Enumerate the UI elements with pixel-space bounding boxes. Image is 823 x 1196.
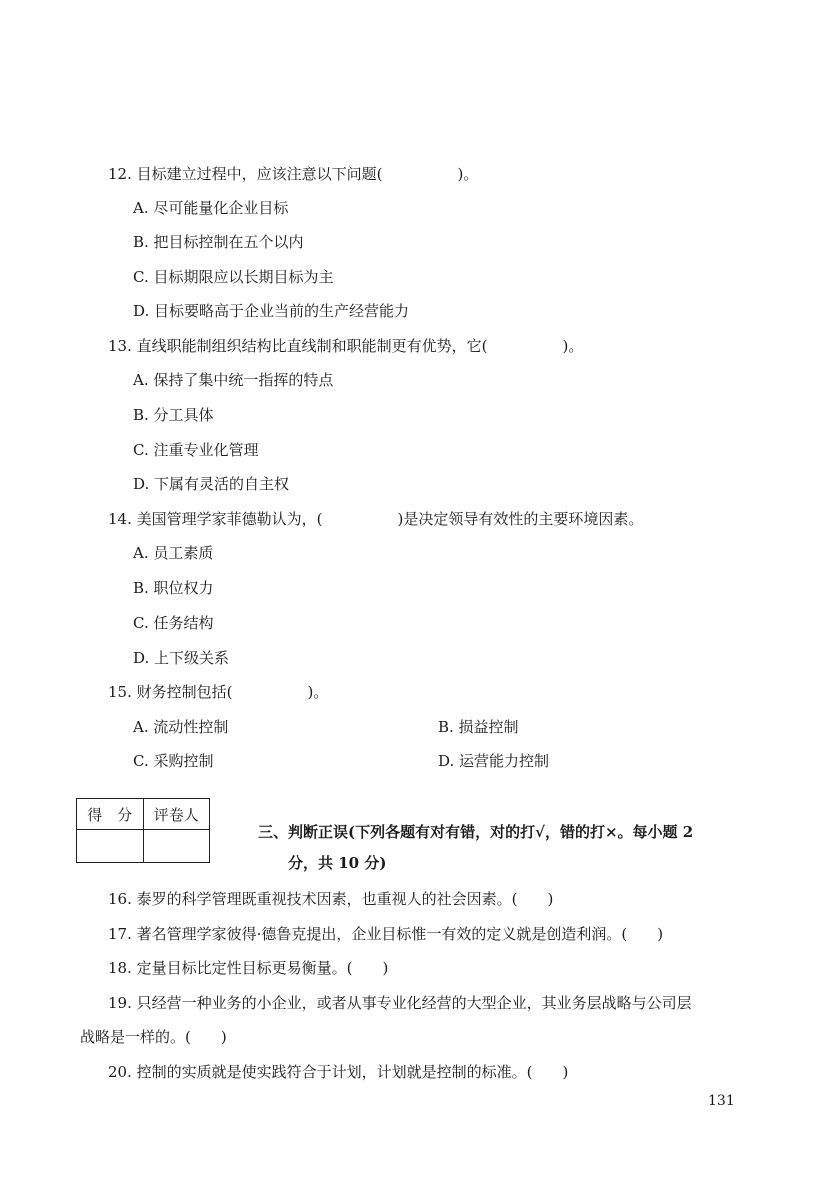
- score-label: 得 分: [77, 799, 144, 830]
- judgment-20: 20. 控制的实质就是使实践符合于计划，计划就是控制的标准。( ): [108, 1063, 569, 1081]
- score-cell: [77, 830, 144, 863]
- question-15-stem: 15. 财务控制包括( )。: [108, 683, 329, 701]
- judgment-19-line1: 19. 只经营一种业务的小企业，或者从事专业化经营的大型企业，其业务层战略与公司层: [108, 994, 692, 1012]
- question-12-option-b: B. 把目标控制在五个以内: [133, 233, 304, 251]
- section3-heading-line1: 三、判断正误(下列各题有对有错，对的打√，错的打×。每小题 2: [258, 823, 694, 841]
- question-14-option-d: D. 上下级关系: [133, 649, 230, 667]
- section3-heading-line2: 分，共 10 分): [288, 854, 387, 872]
- question-12-option-d: D. 目标要略高于企业当前的生产经营能力: [133, 302, 410, 320]
- score-box: [76, 798, 210, 863]
- grader-cell: [143, 830, 210, 863]
- question-13-option-c: C. 注重专业化管理: [133, 441, 259, 459]
- question-12-option-c: C. 目标期限应以长期目标为主: [133, 268, 334, 286]
- question-12-option-a: A. 尽可能量化企业目标: [133, 199, 289, 217]
- question-12-stem: 12. 目标建立过程中，应该注意以下问题( )。: [108, 165, 479, 183]
- question-15-option-a: A. 流动性控制: [133, 718, 229, 736]
- judgment-19-line2: 战略是一样的。( ): [80, 1028, 227, 1046]
- judgment-17: 17. 著名管理学家彼得·德鲁克提出，企业目标惟一有效的定义就是创造利润。( ): [108, 925, 664, 943]
- grader-label: 评卷人: [143, 799, 210, 830]
- question-13-option-a: A. 保持了集中统一指挥的特点: [133, 371, 334, 389]
- question-13-stem: 13. 直线职能制组织结构比直线制和职能制更有优势，它( )。: [108, 337, 584, 355]
- question-14-option-a: A. 员工素质: [133, 544, 214, 562]
- question-15-option-d: D. 运营能力控制: [438, 752, 550, 770]
- question-13-option-d: D. 下属有灵活的自主权: [133, 475, 290, 493]
- page-number: 131: [708, 1093, 735, 1109]
- question-14-stem: 14. 美国管理学家菲德勒认为，( )是决定领导有效性的主要环境因素。: [108, 510, 644, 528]
- judgment-16: 16. 泰罗的科学管理既重视技术因素，也重视人的社会因素。( ): [108, 890, 554, 908]
- question-15-option-b: B. 损益控制: [438, 718, 519, 736]
- question-14-option-b: B. 职位权力: [133, 579, 214, 597]
- question-13-option-b: B. 分工具体: [133, 406, 214, 424]
- question-14-option-c: C. 任务结构: [133, 614, 214, 632]
- question-15-option-c: C. 采购控制: [133, 752, 214, 770]
- judgment-18: 18. 定量目标比定性目标更易衡量。( ): [108, 959, 389, 977]
